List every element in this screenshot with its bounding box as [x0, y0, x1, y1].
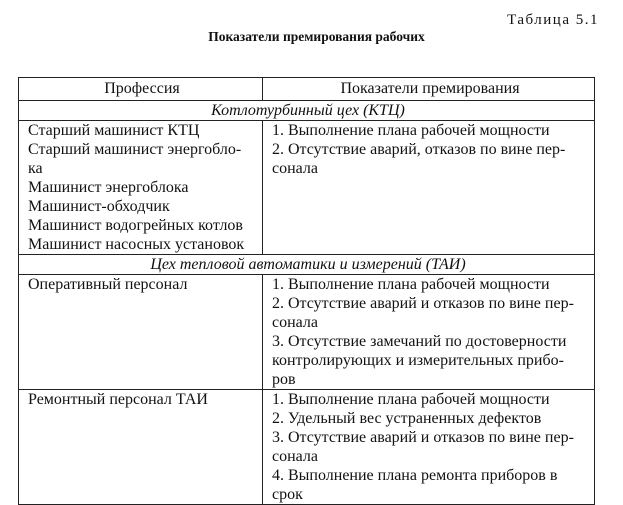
indicators-cell — [263, 390, 595, 505]
profession-line: ка — [28, 160, 43, 177]
profession-line: Машинист водогрейных котлов — [28, 217, 243, 234]
profession-line: Машинист-обходчик — [28, 198, 170, 215]
indicator-line: 1. Выполнение плана рабочей мощности — [272, 276, 550, 293]
table-row — [19, 275, 595, 390]
section-title: Котлотурбинный цех (КТЦ) — [19, 101, 595, 121]
indicator-line: срок — [272, 486, 303, 503]
profession-line: Старший машинист энергобло- — [28, 141, 242, 158]
profession-line: Машинист насосных установок — [28, 236, 245, 253]
indicator-line: 2. Отсутствие аварий и отказов по вине пер- — [272, 295, 574, 312]
indicator-line: контролирующих и измерительных прибо- — [272, 352, 564, 369]
section-title: Цех тепловой автоматики и измерений (ТАИ) — [19, 255, 595, 275]
indicator-line: сонала — [272, 314, 318, 331]
section-row — [19, 255, 595, 275]
profession-cell — [19, 121, 263, 255]
profession-cell — [19, 390, 263, 505]
profession-line: Ремонтный персонал ТАИ — [28, 391, 208, 408]
table-row — [19, 390, 595, 505]
profession-line: Старший машинист КТЦ — [28, 122, 200, 139]
indicator-line: 3. Отсутствие аварий и отказов по вине пер- — [272, 429, 574, 446]
indicator-line: сонала — [272, 448, 318, 465]
profession-cell — [19, 275, 263, 390]
profession-line: Оперативный персонал — [28, 276, 188, 293]
table-caption: Таблица 5.1 — [507, 12, 599, 28]
header-indicators: Показатели премирования — [263, 78, 595, 101]
indicator-line: 3. Отсутствие замечаний по достоверности — [272, 333, 567, 350]
indicator-line: 1. Выполнение плана рабочей мощности — [272, 122, 550, 139]
profession-line: Машинист энергоблока — [28, 179, 189, 196]
indicator-line: 2. Удельный вес устраненных дефектов — [272, 410, 542, 427]
table-header-row — [19, 78, 595, 101]
indicators-cell — [263, 275, 595, 390]
table-title: Показатели премирования рабочих — [208, 29, 425, 44]
indicator-line: 4. Выполнение плана ремонта приборов в — [272, 467, 558, 484]
indicators-cell — [263, 121, 595, 255]
bonus-indicators-table — [18, 77, 595, 505]
indicator-line: 2. Отсутствие аварий, отказов по вине пер- — [272, 141, 566, 158]
indicator-line: 1. Выполнение плана рабочей мощности — [272, 391, 550, 408]
section-row — [19, 101, 595, 121]
indicator-line: ров — [272, 371, 296, 388]
table-row — [19, 121, 595, 255]
indicator-line: сонала — [272, 160, 318, 177]
header-profession: Профессия — [19, 78, 263, 101]
